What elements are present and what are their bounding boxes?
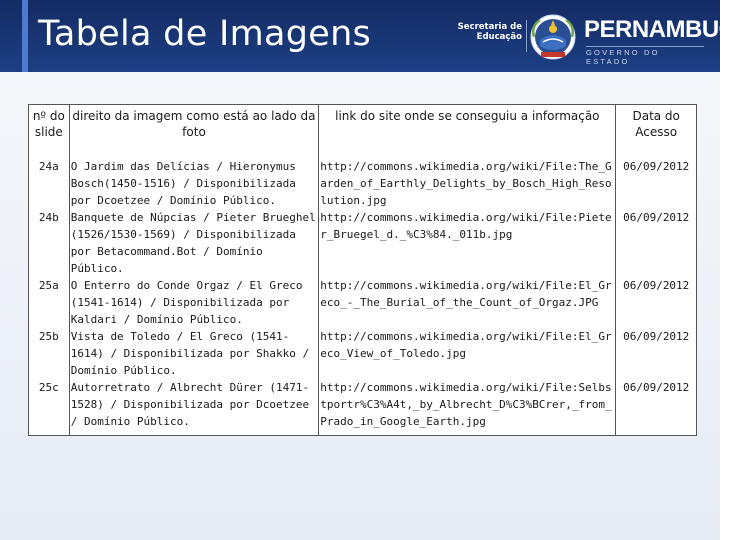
cell-link[interactable]: http://commons.wikimedia.org/wiki/File:Pieter_Bruegel_d._%C3%84._011b.jpg xyxy=(319,209,616,277)
cell-slide: 25c xyxy=(29,379,70,436)
cell-date: 06/09/2012 xyxy=(616,158,697,209)
header-link: link do site onde se conseguiu a informação xyxy=(319,105,616,159)
state-seal-icon xyxy=(528,12,578,62)
images-table xyxy=(28,104,697,436)
cell-link[interactable]: http://commons.wikimedia.org/wiki/File:El_Greco_-_The_Burial_of_the_Count_of_Orgaz.JPG xyxy=(319,277,616,328)
cell-credit: Autorretrato / Albrecht Dürer (1471-1528) / Disponibilizada por Dcoetzee / Domínio Público. xyxy=(69,379,319,436)
cell-slide: 24a xyxy=(29,158,70,209)
cell-slide: 25a xyxy=(29,277,70,328)
table-header-row xyxy=(29,105,697,159)
cell-link[interactable]: http://commons.wikimedia.org/wiki/File:Selbstportr%C3%A4t,_by_Albrecht_D%C3%BCrer,_from_Prado_in_Google_Earth.jpg xyxy=(319,379,616,436)
table-row xyxy=(29,209,697,277)
cell-link[interactable]: http://commons.wikimedia.org/wiki/File:The_Garden_of_Earthly_Delights_by_Bosch_High_Resolution.jpg xyxy=(319,158,616,209)
header-credit: direito da imagem como está ao lado da foto xyxy=(69,105,319,159)
header-slide: nº do slide xyxy=(29,105,70,159)
table-row xyxy=(29,328,697,379)
cell-credit: O Jardim das Delícias / Hieronymus Bosch(1450-1516) / Disponibilizada por Dcoetzee / Domínio Público. xyxy=(69,158,319,209)
cell-date: 06/09/2012 xyxy=(616,209,697,277)
cell-date: 06/09/2012 xyxy=(616,379,697,436)
slide-header xyxy=(0,0,754,72)
header-date: Data do Acesso xyxy=(616,105,697,159)
table-row xyxy=(29,277,697,328)
cell-date: 06/09/2012 xyxy=(616,328,697,379)
table-row xyxy=(29,158,697,209)
cell-link[interactable]: http://commons.wikimedia.org/wiki/File:El_Greco_View_of_Toledo.jpg xyxy=(319,328,616,379)
cell-credit: Vista de Toledo / El Greco (1541-1614) / Disponibilizada por Shakko / Domínio Público. xyxy=(69,328,319,379)
table-row xyxy=(29,379,697,436)
secretaria-label: Secretaria de Educação xyxy=(457,22,522,42)
cell-date: 06/09/2012 xyxy=(616,277,697,328)
logo-divider xyxy=(526,20,527,52)
cell-slide: 25b xyxy=(29,328,70,379)
brand-name: PERNAMBUCO xyxy=(584,16,754,43)
header-accent-bar xyxy=(22,0,28,72)
brand-subtitle: GOVERNO DO ESTADO xyxy=(586,46,704,66)
cell-credit: Banquete de Núpcias / Pieter Brueghel (1526/1530-1569) / Disponibilizada por Betacommand.Bot / Domínio Público. xyxy=(69,209,319,277)
cell-slide: 24b xyxy=(29,209,70,277)
page-title: Tabela de Imagens xyxy=(38,14,372,54)
cell-credit: O Enterro do Conde Orgaz / El Greco (1541-1614) / Disponibilizada por Kaldari / Domínio Público. xyxy=(69,277,319,328)
